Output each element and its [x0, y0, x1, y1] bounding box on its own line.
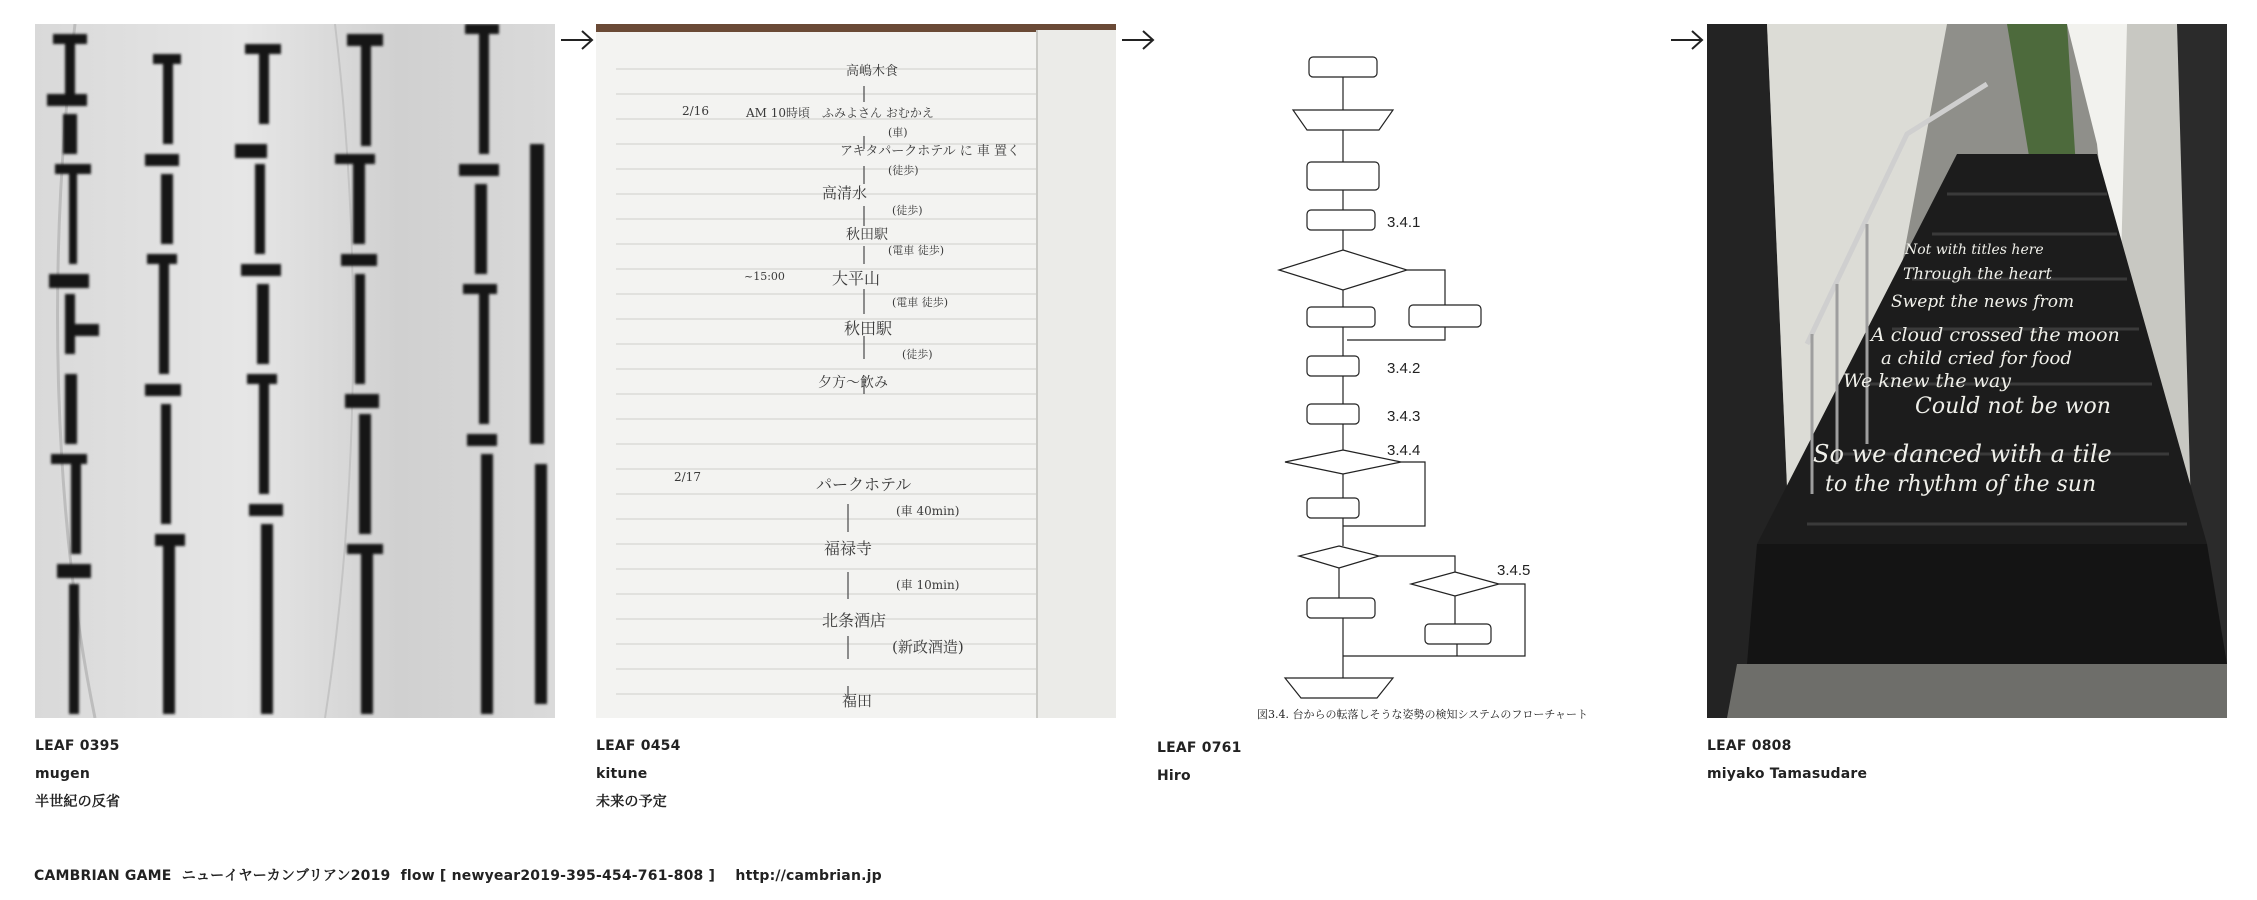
calligraphy-photo[interactable]: [35, 24, 555, 718]
note-item: 夕方〜飲み: [818, 375, 888, 391]
stairs-graffiti-line: A cloud crossed the moon: [1871, 324, 2120, 346]
note-item: 福田: [842, 692, 873, 710]
stairs-graffiti-line: Swept the news from: [1891, 292, 2075, 312]
calligraphy-strokes: [35, 24, 555, 718]
stairs-graffiti-line: We knew the way: [1843, 370, 2012, 392]
note-time: ~15:00: [744, 270, 785, 283]
note-transport: (電車 徒歩): [892, 296, 949, 309]
footer-credit[interactable]: CAMBRIAN GAME ニューイヤーカンブリアン2019 flow [ newyear2019-395-454-761-808 ] http://cambrian.jp: [34, 868, 882, 884]
note-item: 秋田駅: [844, 319, 893, 338]
section-label: 3.4.1: [1387, 214, 1421, 231]
note-line: AM 10時頃 ふみよさん おむかえ: [746, 106, 934, 120]
leaf-card-0395[interactable]: [35, 24, 555, 816]
note-item: 福禄寺: [824, 539, 873, 558]
leaf-author[interactable]: Hiro: [1157, 768, 1191, 784]
leaf-title: 未来の予定: [596, 794, 667, 810]
note-transport: (徒歩): [892, 204, 923, 217]
arrow-right-icon: [560, 28, 594, 52]
note-transport: (電車 徒歩): [888, 244, 945, 257]
note-transport: (車 10min): [896, 578, 960, 592]
arrow-right-icon: [1121, 28, 1155, 52]
leaf-id: LEAF 0454: [596, 738, 681, 754]
note-item: パークホテル: [816, 475, 912, 494]
stairs-graffiti-line: to the rhythm of the sun: [1825, 472, 2097, 497]
note-item: (新政酒造): [892, 638, 964, 656]
section-label: 3.4.2: [1387, 360, 1421, 377]
arrow-right-icon: [1670, 28, 1704, 52]
leaf-author[interactable]: mugen: [35, 766, 91, 782]
leaf-id: LEAF 0761: [1157, 740, 1242, 756]
flowchart-diagram: [1157, 24, 1677, 734]
stairs-graffiti-line: So we danced with a tile: [1813, 440, 2112, 468]
stairs-graffiti-line: Could not be won: [1915, 394, 2111, 419]
figure-caption: 図3.4. 台からの転落しそうな姿勢の検知システムのフローチャート: [1257, 708, 1589, 721]
leaf-card-0808[interactable]: [1707, 24, 2227, 788]
flowchart-figure[interactable]: [1157, 24, 1677, 734]
section-label: 3.4.3: [1387, 408, 1421, 425]
leaf-card-0454[interactable]: [596, 24, 1116, 816]
stairs-graffiti-line: Not with titles here: [1905, 242, 2044, 258]
note-item: 高清水: [822, 184, 868, 202]
note-item: アキタパークホテル に 車 置く: [840, 144, 1020, 159]
leaf-id: LEAF 0395: [35, 738, 120, 754]
note-item: 北条酒店: [822, 611, 887, 630]
note-transport: (徒歩): [888, 164, 919, 177]
note-item: 秋田駅: [846, 227, 888, 243]
leaf-id: LEAF 0808: [1707, 738, 1792, 754]
stairs-graffiti-line: a child cried for food: [1881, 348, 2072, 369]
section-label: 3.4.4: [1387, 442, 1421, 459]
leaf-author[interactable]: kitune: [596, 766, 648, 782]
note-transport: (徒歩): [902, 348, 933, 361]
graffiti-stairs-photo[interactable]: [1707, 24, 2227, 718]
leaf-author[interactable]: miyako Tamasudare: [1707, 766, 1868, 782]
section-label: 3.4.5: [1497, 562, 1531, 579]
note-transport: (車 40min): [896, 504, 960, 518]
note-transport: (車): [888, 126, 908, 139]
note-date: 2/16: [682, 104, 709, 118]
leaf-card-0761[interactable]: [1157, 24, 1677, 790]
note-item: 大平山: [832, 269, 881, 288]
stairs-graffiti-line: Through the heart: [1903, 264, 2052, 283]
note-date: 2/17: [674, 470, 701, 484]
handwritten-notebook-photo[interactable]: [596, 24, 1116, 718]
note-item: 高嶋木食: [846, 64, 899, 79]
leaf-title: 半世紀の反省: [35, 794, 121, 810]
